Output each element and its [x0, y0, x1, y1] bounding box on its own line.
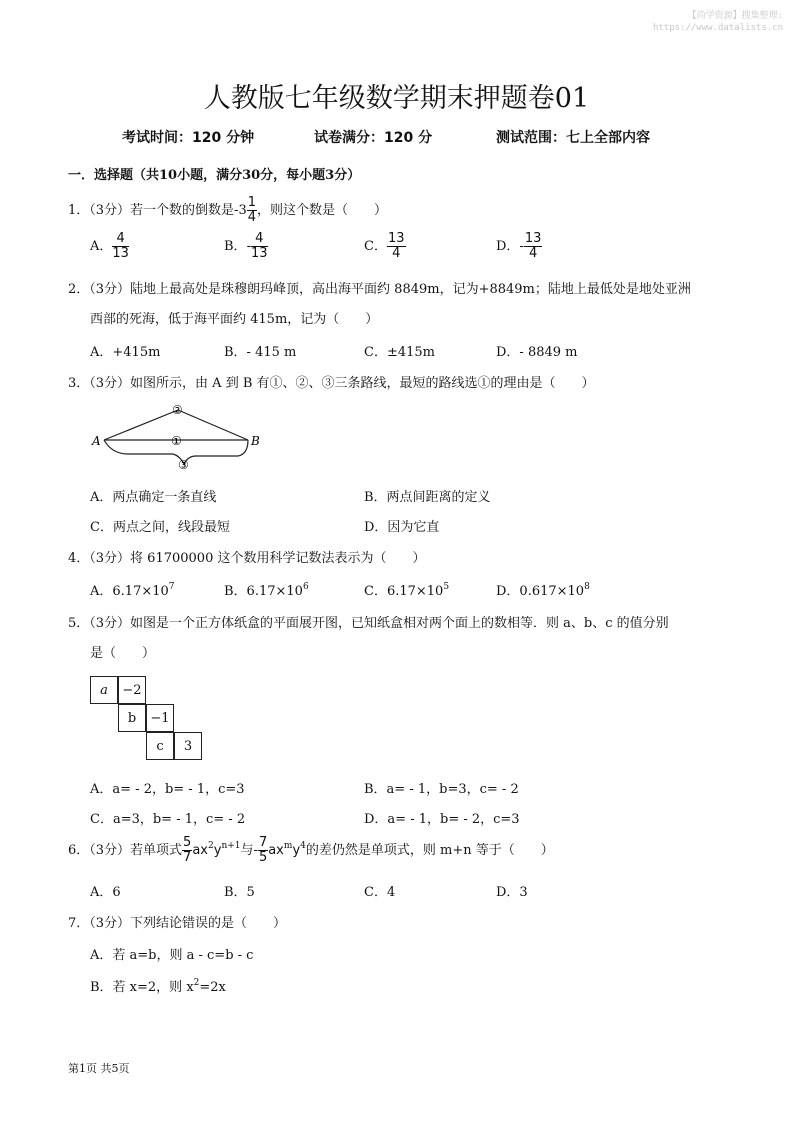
net-cell-c: c [146, 732, 174, 760]
q6-option-b: B．5 [224, 885, 255, 900]
q3-text: 3．（3分）如图所示，由 A 到 B 有①、②、③三条路线，最短的路线选①的理由是（ ） [68, 376, 595, 391]
watermark-line1: 【尚学资源】搜集整理: [687, 11, 783, 21]
q1-frac-num: 1 [247, 195, 256, 210]
watermark-line2: https://www.datalists.cn [652, 23, 783, 33]
q2-line1: 2．（3分）陆地上最高处是珠穆朗玛峰顶，高出海平面约 8849m，记为+8849m；陆地上最低处是地处亚洲 [68, 282, 691, 297]
q5-option-d: D．a= - 1，b= - 2，c=3 [364, 812, 520, 827]
q4-option-b: B．$6.17\times 10^6$ [224, 582, 309, 599]
q7-text: 7．（3分）下列结论错误的是（ ） [68, 916, 287, 931]
exam-score: 试卷满分：120 分 [314, 130, 433, 146]
exam-scope: 测试范围：七上全部内容 [496, 130, 650, 146]
q1-option-d: D．- $\frac{13}{4}$ [496, 231, 542, 261]
q3-route-3: ③ [178, 458, 189, 472]
q1-suffix: ，则这个数是（ ） [257, 203, 388, 218]
q3-route-1: ① [171, 434, 182, 448]
q7-option-b: B．若 x=2，则 $x^2=2x$ [90, 978, 226, 995]
q2-option-c: C．±415m [364, 345, 435, 360]
q2-option-b: B．- 415 m [224, 345, 297, 360]
q1-fraction [247, 196, 257, 225]
q1-neg: -3 [234, 203, 247, 218]
q1-frac-den: 4 [247, 210, 256, 225]
q2-option-d: D．- 8849 m [496, 345, 578, 360]
q2-line2: 西部的死海，低于海平面约 415m，记为（ ） [90, 312, 379, 327]
q3-route-2: ② [172, 403, 183, 417]
q4-text: 4．（3分）将 61700000 这个数用科学记数法表示为（ ） [68, 551, 426, 566]
net-cell-b: b [118, 704, 146, 732]
section-heading: 一．选择题（共10小题，满分30分，每小题3分） [68, 168, 361, 183]
q3-option-c: C．两点之间，线段最短 [90, 520, 230, 535]
page-footer: 第1页 共5页 [68, 1062, 130, 1075]
q6-option-d: D．3 [496, 885, 528, 900]
q3-point-a: A [92, 434, 101, 448]
q3-route-diagram [88, 398, 268, 474]
net-cell-3: 3 [174, 732, 202, 760]
q5-option-a: A．a= - 2，b= - 1，c=3 [90, 782, 245, 797]
q1-option-c: C． $\frac{13}{4}$ [364, 231, 405, 261]
q7-option-a: A．若 a=b，则 a - c=b - c [90, 948, 254, 963]
q6-option-c: C．4 [364, 885, 396, 900]
q3-point-b: B [251, 434, 260, 448]
net-cell-a: a [90, 676, 118, 704]
q3-option-d: D．因为它直 [364, 520, 440, 535]
q3-option-a: A．两点确定一条直线 [90, 490, 217, 505]
q5-line1: 5．（3分）如图是一个正方体纸盒的平面展开图，已知纸盒相对两个面上的数相等．则 a、b、c 的值分别 [68, 616, 669, 631]
q6-option-a: A．6 [90, 885, 121, 900]
q4-option-c: C．$6.17\times 10^5$ [364, 582, 450, 599]
q1-option-b: B．- $\frac{4}{13}$ [224, 231, 268, 261]
question-1 [68, 196, 387, 225]
question-6: 6．（3分）若单项式 $\frac{5}{7}$ $ax^2y^{n+1}$与- $\frac{7}{5}$ $ax^my^4$的差仍然是单项式，则 m+n 等于（ ） [68, 835, 554, 865]
q4-option-d: D．$0.617\times 10^8$ [496, 582, 590, 599]
q5-option-b: B．a= - 1，b=3，c= - 2 [364, 782, 519, 797]
net-cell-minus1: −1 [146, 704, 174, 732]
q5-line2: 是（ ） [90, 646, 156, 661]
q1-option-a: A． $\frac{4}{13}$ [90, 231, 129, 261]
q5-option-c: C．a=3，b= - 1，c= - 2 [90, 812, 246, 827]
net-cell-minus2: −2 [118, 676, 146, 704]
q2-option-a: A．+415m [90, 345, 161, 360]
watermark [653, 10, 783, 34]
q3-option-b: B．两点间距离的定义 [364, 490, 491, 505]
exam-time: 考试时间：120 分钟 [122, 130, 255, 146]
q1-prefix: 1．（3分）若一个数的倒数是 [68, 203, 235, 218]
page-title: 人教版七年级数学期末押题卷01 [203, 83, 590, 114]
q4-option-a: A．$6.17\times 10^7$ [90, 582, 175, 599]
